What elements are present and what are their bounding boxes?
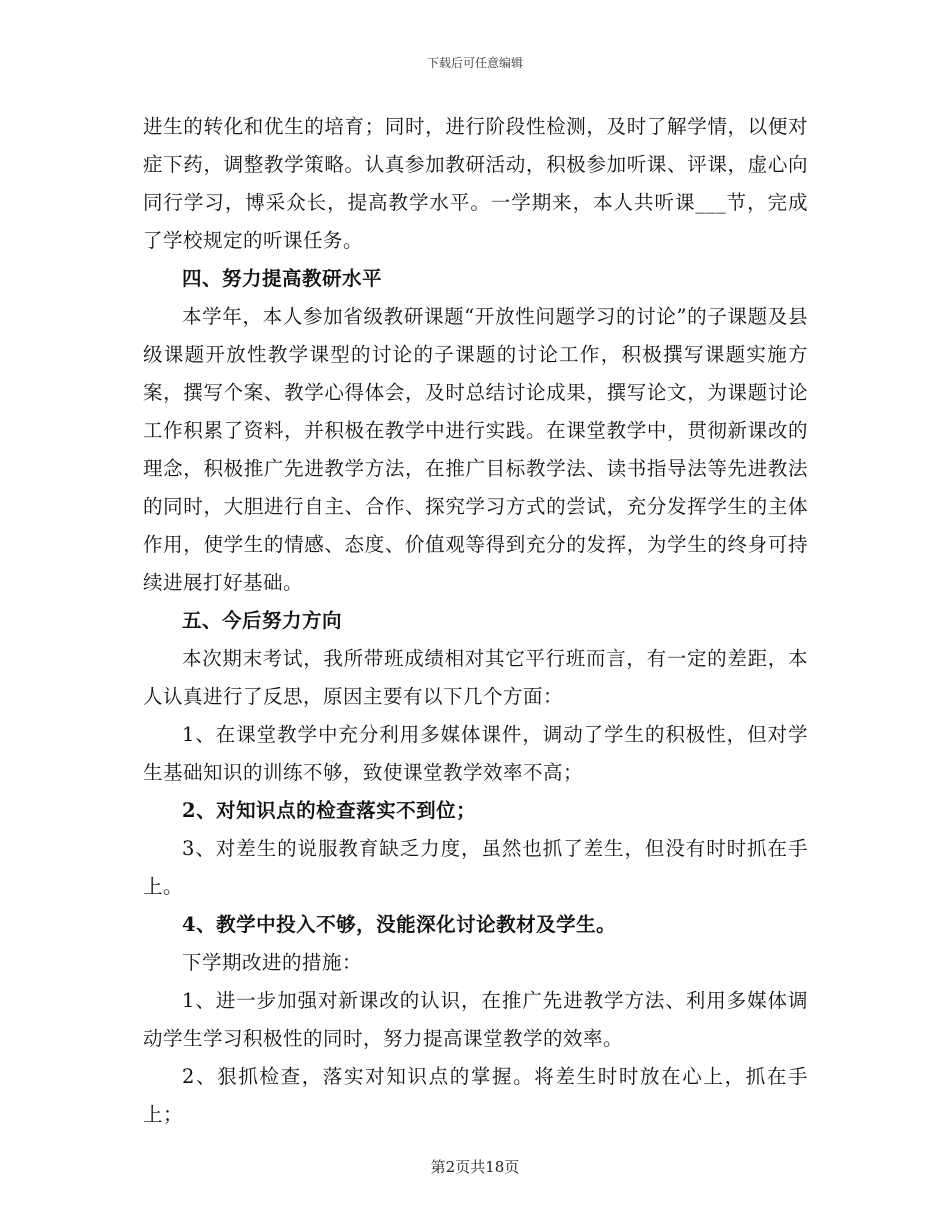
paragraph-exam-reflection: 本次期末考试，我所带班成绩相对其它平行班而言，有一定的差距，本人认真进行了反思，原因主要有以下几个方面： bbox=[143, 647, 808, 708]
page-number: 第2页共18页 bbox=[430, 1158, 520, 1176]
list-item-improvement-1: 1、进一步加强对新课改的认识，在推广先进教学方法、利用多媒体调动学生学习积极性的同时，努力提高课堂教学的效率。 bbox=[143, 989, 808, 1050]
list-item-reason-4: 4、教学中投入不够，没能深化讨论教材及学生。 bbox=[182, 913, 617, 936]
section-heading-5: 五、今后努力方向 bbox=[182, 609, 343, 632]
subheading-improvements: 下学期改进的措施： bbox=[182, 951, 363, 974]
paragraph-continuation: 进生的转化和优生的培育；同时，进行阶段性检测，及时了解学情，以便对症下药，调整教学策略。认真参加教研活动，积极参加听课、评课，虚心向同行学习，博采众长，提高教学水平。一学期来，本人共听课___节，完成了学校规定的听课任务。 bbox=[143, 115, 808, 252]
section-heading-4: 四、努力提高教研水平 bbox=[182, 267, 383, 290]
document-body bbox=[143, 108, 808, 1134]
list-item-reason-1: 1、在课堂教学中充分利用多媒体课件，调动了学生的积极性，但对学生基础知识的训练不够，致使课堂教学效率不高； bbox=[143, 723, 808, 784]
list-item-reason-3: 3、对差生的说服教育缺乏力度，虽然也抓了差生，但没有时时抓在手上。 bbox=[143, 837, 808, 898]
paragraph-research: 本学年，本人参加省级教研课题“开放性问题学习的讨论”的子课题及县级课题开放性教学课型的讨论的子课题的讨论工作，积极撰写课题实施方案，撰写个案、教学心得体会，及时总结讨论成果，撰写论文，为课题讨论工作积累了资料，并积极在教学中进行实践。在课堂教学中，贯彻新课改的理念，积极推广先进教学方法，在推广目标教学法、读书指导法等先进教法的同时，大胆进行自主、合作、探究学习方式的尝试，充分发挥学生的主体作用，使学生的情感、态度、价值观等得到充分的发挥，为学生的终身可持续进展打好基础。 bbox=[143, 305, 808, 594]
list-item-improvement-2: 2、狠抓检查，落实对知识点的掌握。将差生时时放在心上，抓在手上； bbox=[143, 1065, 808, 1126]
header-note: 下载后可任意编辑 bbox=[426, 56, 523, 70]
list-item-reason-2: 2、对知识点的检查落实不到位； bbox=[182, 799, 477, 822]
